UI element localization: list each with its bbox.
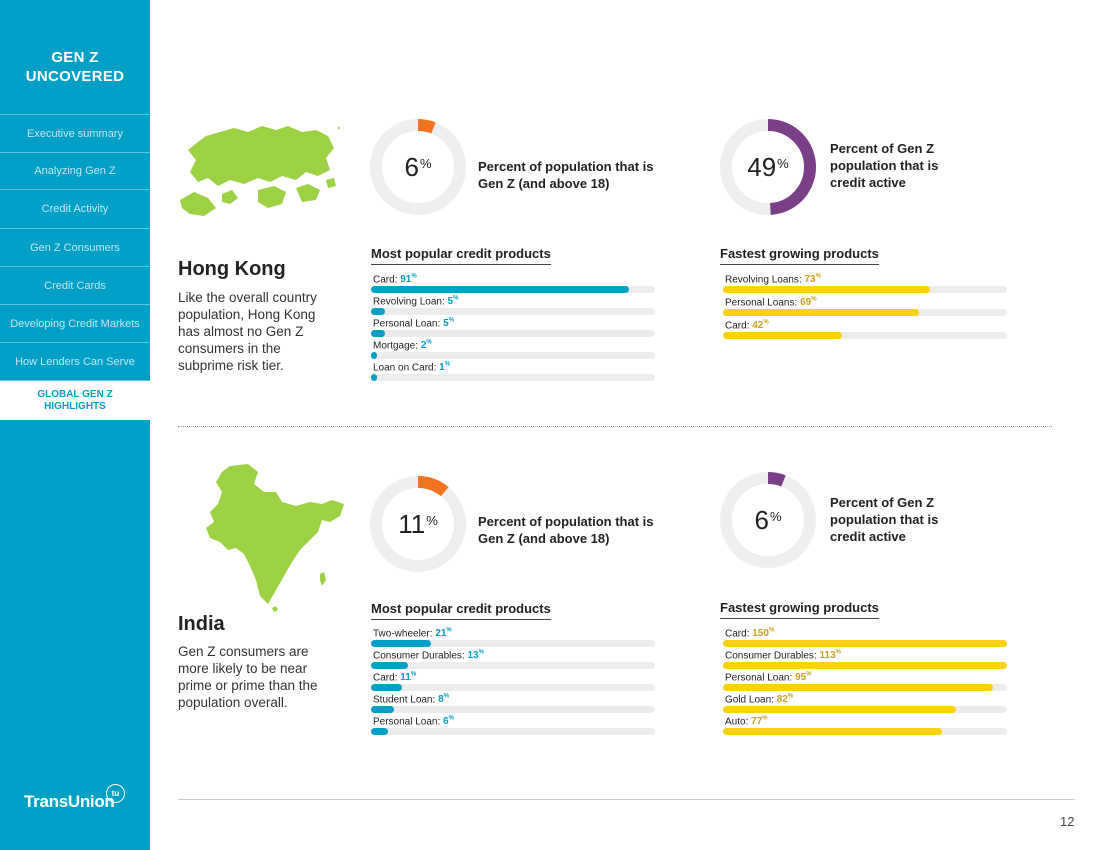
percent-sign: %	[762, 716, 768, 722]
bar-value-text: 1	[439, 362, 445, 374]
bar-track	[723, 640, 1007, 647]
percent-sign: %	[444, 362, 451, 368]
bar-row-card	[723, 628, 1007, 648]
country-name-hong-kong: Hong Kong	[178, 258, 286, 280]
bar-label-text: Two-wheeler	[373, 628, 430, 640]
percent-sign: %	[448, 716, 454, 722]
bar-row-consumer-durables	[723, 650, 1007, 670]
bar-label-text: Personal Loan	[373, 318, 438, 330]
bar-value	[421, 340, 432, 351]
sidebar	[0, 0, 150, 850]
percent-sign: %	[478, 650, 484, 656]
bar-label-text: Card	[725, 628, 747, 640]
sidebar-item-how-lenders-can-serve[interactable]: How Lenders Can Serve	[0, 342, 150, 380]
bar-value-text: 82	[776, 694, 788, 706]
bar-row-card	[371, 672, 655, 692]
bar-row-personal-loan	[371, 318, 655, 338]
bar-value-text: 113	[819, 650, 836, 662]
bar-fill	[371, 662, 408, 669]
bar-label-text: Personal Loan	[373, 716, 438, 728]
bar-row-personal-loan	[723, 672, 1007, 692]
bar-value	[800, 297, 816, 308]
bar-value	[443, 716, 454, 727]
bar-value	[820, 650, 841, 661]
bar-label-text: Auto	[725, 716, 746, 728]
bar-label: Card: 91%	[373, 274, 417, 286]
bar-fill	[371, 352, 377, 359]
bar-value	[468, 650, 484, 661]
percent-sign: %	[769, 508, 782, 524]
credit-active-donut-india	[718, 470, 818, 570]
bar-fill	[371, 374, 377, 381]
sidebar-item-global-gen-z-highlights[interactable]: GLOBAL GEN Z HIGHLIGHTS	[0, 380, 150, 420]
bar-label-text: Loan on Card	[373, 362, 434, 374]
bar-track	[723, 286, 1007, 293]
bar-track	[723, 332, 1007, 339]
percent-sign: %	[426, 340, 432, 346]
bar-label: Card: 150%	[725, 628, 775, 640]
bar-label-text: Revolving Loans	[725, 274, 799, 286]
bar-track	[371, 640, 655, 647]
country-name-india: India	[178, 613, 225, 635]
bar-track	[371, 352, 655, 359]
bar-row-revolving-loan	[371, 296, 655, 316]
bar-label-text: Mortgage	[373, 340, 416, 352]
bar-label-text: Card	[373, 672, 395, 684]
bar-value	[777, 694, 793, 705]
bar-label: Personal Loan: 95%	[725, 672, 812, 684]
percent-sign: %	[410, 672, 417, 678]
bar-row-personal-loan	[371, 716, 655, 736]
bar-value	[400, 672, 416, 683]
bar-label-text: Gold Loan	[725, 694, 772, 706]
bar-label: Consumer Durables: 113%	[725, 650, 841, 662]
bar-row-revolving-loans	[723, 274, 1007, 294]
bar-value-text: 150	[752, 628, 769, 640]
bar-track	[723, 706, 1007, 713]
bar-value	[752, 320, 768, 331]
bar-track	[723, 309, 1007, 316]
bar-track	[371, 286, 655, 293]
bar-label: Student Loan: 8%	[373, 694, 449, 706]
percent-sign: %	[815, 274, 821, 280]
bar-value-text: 11	[400, 672, 411, 684]
bar-value	[795, 672, 811, 683]
bar-row-personal-loans	[723, 297, 1007, 317]
bar-track	[371, 374, 655, 381]
bar-row-loan-on-card	[371, 362, 655, 382]
percent-sign: %	[443, 694, 449, 700]
population-donut-india	[368, 474, 468, 574]
bar-label: Personal Loan: 6%	[373, 716, 454, 728]
bar-fill	[723, 286, 930, 293]
bar-row-gold-loan	[723, 694, 1007, 714]
bar-label: Revolving Loans: 73%	[725, 274, 821, 286]
growing-products-title-india: Fastest growing products	[720, 600, 879, 619]
bar-label: Two-wheeler: 21%	[373, 628, 452, 640]
sidebar-item-developing-credit-markets[interactable]: Developing Credit Markets	[0, 304, 150, 342]
bar-label-text: Consumer Durables	[373, 650, 462, 662]
bar-row-auto	[723, 716, 1007, 736]
bar-row-mortgage	[371, 340, 655, 360]
percent-sign: %	[806, 672, 812, 678]
growing-products-title-hong-kong: Fastest growing products	[720, 246, 879, 265]
bar-track	[723, 728, 1007, 735]
popular-products-title-india: Most popular credit products	[371, 601, 551, 620]
brand-title: GEN Z UNCOVERED	[25, 49, 125, 85]
bar-value-text: 42	[752, 320, 764, 332]
bar-label: Consumer Durables: 13%	[373, 650, 484, 662]
population-value-india: 11	[398, 508, 426, 539]
bar-fill	[371, 330, 385, 337]
percent-sign: %	[453, 296, 459, 302]
bar-label-text: Consumer Durables	[725, 650, 814, 662]
bar-row-student-loan	[371, 694, 655, 714]
percent-sign: %	[411, 274, 417, 280]
bar-track	[723, 662, 1007, 669]
bar-label: Card: 42%	[725, 320, 769, 332]
bar-label: Personal Loan: 5%	[373, 318, 454, 330]
bar-track	[371, 308, 655, 315]
tu-logo-icon: tu	[106, 784, 125, 803]
bar-value	[443, 318, 454, 329]
hong-kong-map-icon	[178, 124, 343, 234]
bar-fill	[723, 706, 956, 713]
bar-label: Gold Loan: 82%	[725, 694, 794, 706]
bar-label-text: Card	[725, 320, 747, 332]
bar-track	[371, 684, 655, 691]
bar-value-text: 6	[443, 716, 449, 728]
bar-row-card	[723, 320, 1007, 340]
bar-value	[448, 296, 459, 307]
bar-label-text: Card	[373, 274, 395, 286]
percent-sign: %	[777, 155, 789, 171]
bar-fill	[371, 728, 388, 735]
bar-track	[371, 728, 655, 735]
bar-label: Mortgage: 2%	[373, 340, 432, 352]
percent-sign: %	[448, 318, 454, 324]
bar-value	[400, 274, 416, 285]
bar-value-text: 5	[443, 318, 449, 330]
bar-label: Personal Loans: 69%	[725, 297, 817, 309]
bar-fill	[371, 640, 431, 647]
bar-label: Loan on Card: 1%	[373, 362, 451, 374]
percent-sign: %	[446, 628, 452, 634]
popular-products-title-hong-kong: Most popular credit products	[371, 246, 551, 265]
bar-fill	[371, 308, 385, 315]
bar-row-two-wheeler	[371, 628, 655, 648]
bar-label: Auto: 77%	[725, 716, 768, 728]
bar-row-card	[371, 274, 655, 294]
bar-track	[371, 706, 655, 713]
sidebar-item-credit-cards[interactable]: Credit Cards	[0, 266, 150, 304]
percent-sign: %	[763, 320, 769, 326]
bar-label-text: Revolving Loan	[373, 296, 442, 308]
bar-row-consumer-durables	[371, 650, 655, 670]
bar-value	[438, 694, 449, 705]
bar-label-text: Student Loan	[373, 694, 433, 706]
sidebar-nav	[0, 114, 150, 420]
bar-fill	[371, 684, 402, 691]
population-label-hong-kong: Percent of population that is Gen Z (and above 18)	[478, 159, 654, 191]
percent-sign: %	[787, 694, 794, 700]
sidebar-item-gen-z-consumers[interactable]: Gen Z Consumers	[0, 228, 150, 266]
bar-value-text: 91	[400, 274, 412, 286]
credit-active-value-india: 6	[754, 504, 769, 535]
bar-value-text: 73	[804, 274, 816, 286]
population-value-hong-kong: 6	[404, 151, 419, 182]
sidebar-item-analyzing-gen-z[interactable]: Analyzing Gen Z	[0, 152, 150, 189]
sidebar-item-credit-activity[interactable]: Credit Activity	[0, 189, 150, 228]
bar-value	[805, 274, 821, 285]
bar-fill	[723, 332, 842, 339]
bar-label: Card: 11%	[373, 672, 417, 684]
bar-value-text: 95	[795, 672, 807, 684]
percent-sign: %	[426, 512, 438, 528]
india-map-icon	[200, 462, 350, 612]
bar-value-text: 8	[438, 694, 444, 706]
percent-sign: %	[835, 650, 841, 656]
page-number: 12	[1060, 814, 1075, 829]
credit-active-label-india: Percent of Gen Z population that is credit active	[830, 495, 939, 544]
bar-fill	[723, 640, 1007, 647]
percent-sign: %	[768, 628, 775, 634]
bar-fill	[723, 728, 942, 735]
bar-value	[751, 716, 767, 727]
section-divider	[178, 426, 1052, 427]
bar-fill	[371, 706, 394, 713]
country-description-india: Gen Z consumers are more likely to be near prime or prime than the population overall.	[178, 644, 318, 710]
bar-label-text: Personal Loans	[725, 297, 795, 309]
bar-value	[439, 362, 450, 373]
credit-active-donut-hong-kong	[718, 117, 818, 217]
bar-value-text: 69	[800, 297, 812, 309]
bar-value-text: 21	[435, 628, 447, 640]
bar-fill	[723, 662, 1007, 669]
credit-active-label-hong-kong: Percent of Gen Z population that is credit active	[830, 141, 939, 190]
sidebar-item-executive-summary[interactable]: Executive summary	[0, 114, 150, 152]
percent-sign: %	[419, 155, 432, 171]
population-label-india: Percent of population that is Gen Z (and above 18)	[478, 514, 654, 546]
country-description-hong-kong: Like the overall country population, Hong Kong has almost no Gen Z consumers in the subprime risk tier.	[178, 290, 317, 373]
bar-track	[723, 684, 1007, 691]
transunion-logo: TransUnion	[24, 792, 115, 811]
bar-track	[371, 662, 655, 669]
credit-active-value-hong-kong: 49	[747, 151, 777, 182]
footer-divider	[178, 799, 1075, 800]
bar-fill	[723, 309, 919, 316]
bar-label: Revolving Loan: 5%	[373, 296, 459, 308]
bar-value-text: 77	[751, 716, 763, 728]
bar-track	[371, 330, 655, 337]
bar-fill	[723, 684, 993, 691]
bar-value	[752, 628, 774, 639]
population-donut-hong-kong	[368, 117, 468, 217]
bar-label-text: Personal Loan	[725, 672, 790, 684]
percent-sign: %	[811, 297, 817, 303]
bar-value-text: 13	[467, 650, 479, 662]
bar-value	[435, 628, 451, 639]
bar-value-text: 2	[420, 340, 427, 352]
bar-value-text: 5	[447, 296, 454, 308]
bar-fill	[371, 286, 629, 293]
